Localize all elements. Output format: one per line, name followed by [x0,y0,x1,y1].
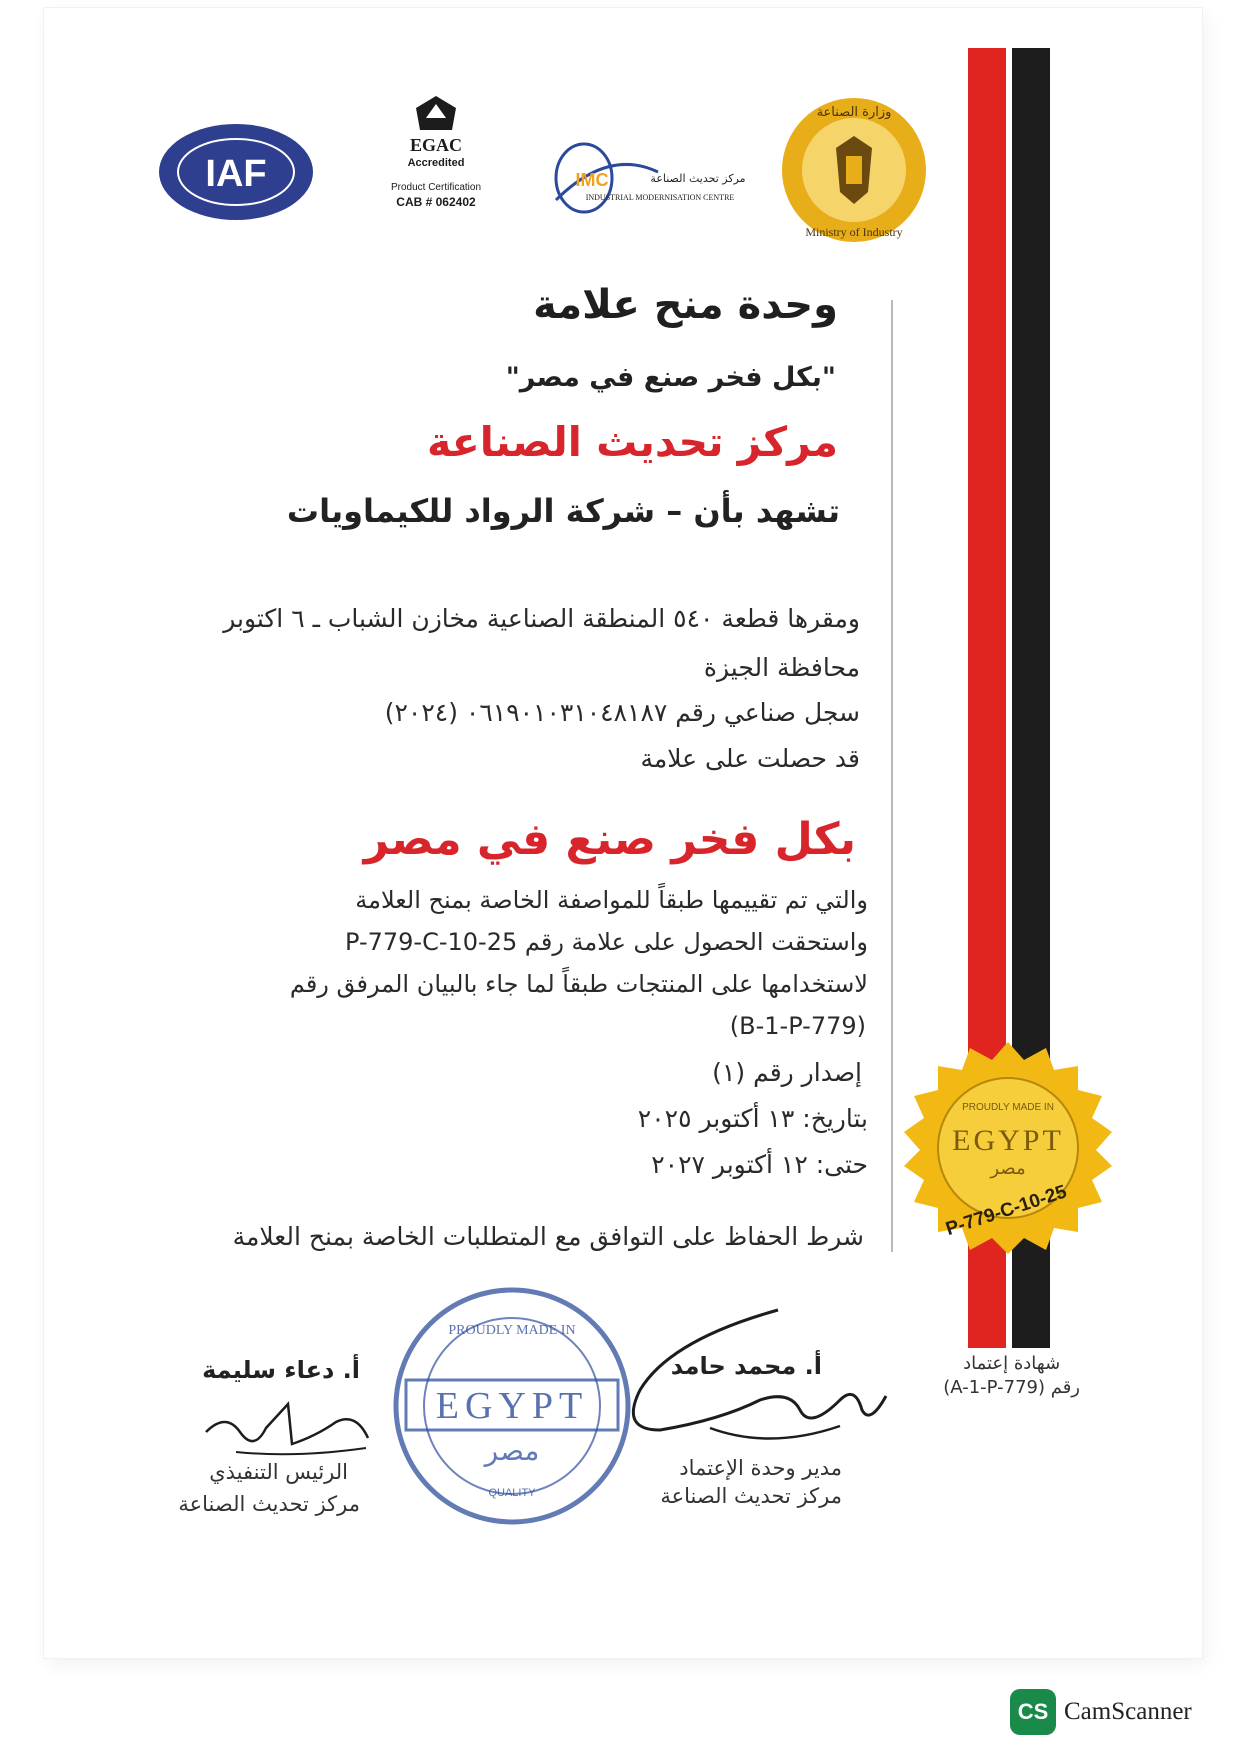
obtained-mark: قد حصلت على علامة [640,744,860,773]
iaf-text: IAF [205,153,267,195]
imc-abbr: IMC [575,170,609,190]
left-signature [196,1392,376,1462]
blue-stamp [388,1282,636,1530]
egac-logo [372,96,500,226]
iaf-logo [157,122,315,222]
address-line-1: ومقرها قطعة ٥٤٠ المنطقة الصناعية مخازن الشباب ـ ٦ اكتوبر [223,604,860,633]
valid-until: حتى: ١٢ أكتوبر ٢٠٢٧ [651,1150,868,1179]
accreditation-number: رقم (A-1-P-779) [943,1377,1080,1399]
blue-stamp-egypt-ar: مصر [484,1434,540,1467]
accreditation-label: شهادة إعتماد [963,1353,1061,1374]
camscanner-label: CamScanner [1064,1698,1192,1725]
issue-date: بتاريخ: ١٣ أكتوبر ٢٠٢٥ [637,1104,868,1133]
egac-cab: CAB # 062402 [396,195,476,209]
left-signatory-org: مركز تحديث الصناعة [178,1492,360,1516]
evaluation-line-4: (B-1-P-779) [729,1012,866,1040]
release-number: إصدار رقم (١) [712,1058,862,1087]
left-signatory-name: أ. دعاء سليمة [202,1356,360,1384]
egac-accredited: Accredited [407,157,465,169]
imc-english: INDUSTRIAL MODERNISATION CENTRE [585,193,735,202]
address-line-2: محافظة الجيزة [703,653,860,682]
evaluation-line-1: والتي تم تقييمها طبقاً للمواصفة الخاصة بمنح العلامة [355,886,868,914]
grant-unit-title: وحدة منح علامة [533,282,838,328]
right-signatory-title: مدير وحدة الإعتماد [679,1456,842,1480]
egac-name: EGAC [409,135,463,155]
gold-seal [900,1040,1116,1256]
evaluation-line-3: لاستخدامها على المنتجات طبقاً لما جاء بالبيان المرفق رقم [289,970,868,998]
gold-seal-egypt: EGYPT [952,1124,1064,1157]
camscanner-icon: CS [1010,1689,1056,1735]
ministry-english: Ministry of Industry [805,225,903,239]
blue-stamp-bottom: QUALITY [488,1487,536,1499]
blue-stamp-ring: PROUDLY MADE IN [448,1323,576,1338]
industrial-registry: سجل صناعي رقم ٠٦١٩٠١٠٣١٠٤٨١٨٧ (٢٠٢٤) [384,698,860,727]
imc-arabic: مركز تحديث الصناعة [650,172,746,185]
condition-text: شرط الحفاظ على التوافق مع المتطلبات الخاصة بمنح العلامة [232,1222,864,1251]
left-signatory-title: الرئيس التنفيذي [209,1460,348,1484]
evaluation-line-2: واستحقت الحصول على علامة رقم P-779-C-10-25 [345,928,868,956]
certifies-company: تشهد بأن – شركة الرواد للكيماويات [286,492,840,530]
vertical-divider [891,300,893,1252]
right-signatory-name: أ. محمد حامد [670,1352,822,1380]
imc-logo [548,138,758,224]
right-signature [600,1300,890,1470]
ministry-arabic: وزارة الصناعة [816,105,892,120]
slogan-quote: "بكل فخر صنع في مصر" [505,362,836,393]
egac-scope: Product Certification [390,182,482,193]
blue-stamp-egypt: EGYPT [435,1385,589,1427]
center-title: مركز تحديث الصناعة [426,418,838,466]
accreditation-note [943,1352,1080,1401]
ministry-logo [780,96,928,244]
brand-mark-title: بكل فخر صنع في مصر [363,814,856,865]
gold-seal-egypt-ar: مصر [990,1158,1026,1179]
gold-seal-ring: PROUDLY MADE IN [962,1102,1054,1113]
right-signatory-org: مركز تحديث الصناعة [660,1484,842,1508]
gold-seal-code: P-779-C-10-25 [943,1181,1070,1241]
